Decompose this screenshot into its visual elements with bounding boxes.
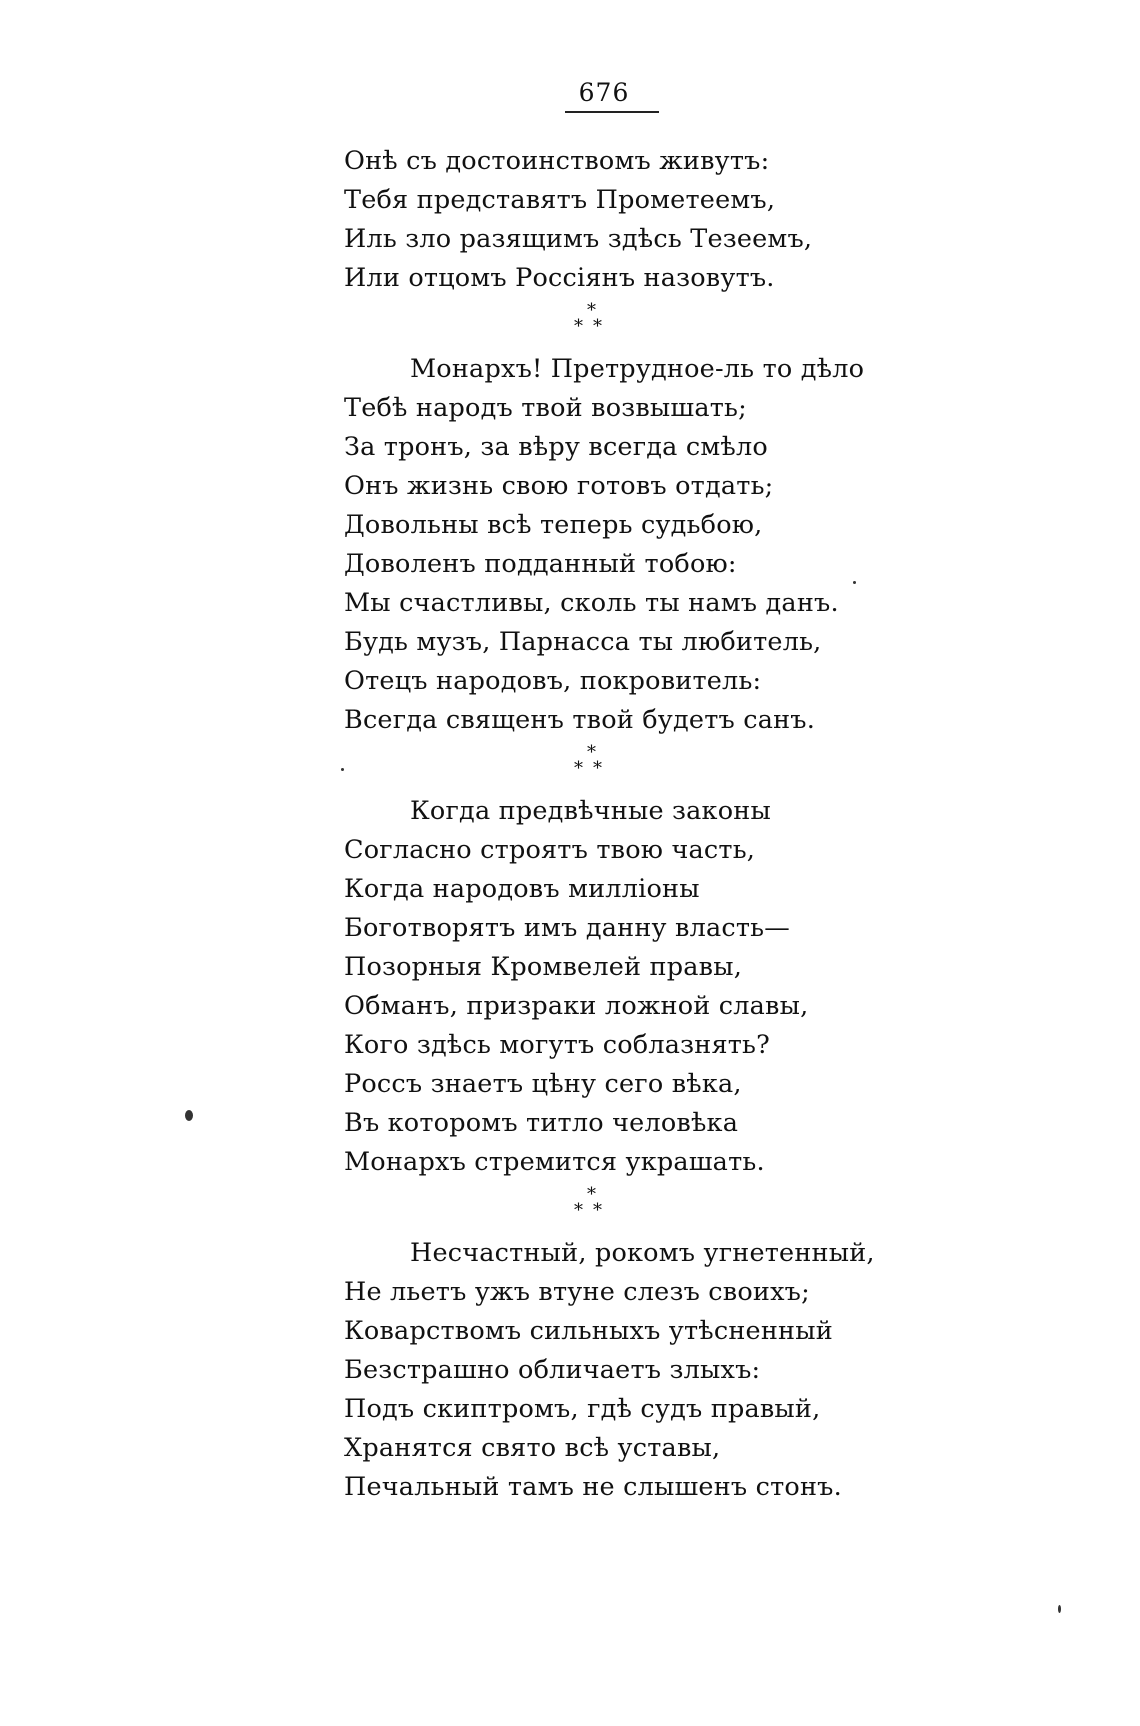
poem-line: Обманъ, призраки ложной славы, [344,991,809,1021]
poem-line: Монархъ! Претрудное-ль то дѣло [410,354,865,384]
asterism-separator [344,740,904,792]
poem-line: Иль зло разящимъ здѣсь Тезеемъ, [344,224,813,254]
poem-line: Въ которомъ титло человѣка [344,1108,739,1138]
stanza-3 [344,792,904,1182]
page-number: 676 [578,78,630,107]
asterisk-icon: ** [574,758,612,779]
poem-line: Когда народовъ милліоны [344,874,700,904]
poem-line: Довольны всѣ теперь судьбою, [344,510,763,540]
asterisk-icon: * [587,1184,596,1205]
asterisk-icon: ** [574,1200,612,1221]
poem-line: Когда предвѣчные законы [410,796,771,826]
poem-line: Россъ знаетъ цѣну сего вѣка, [344,1069,742,1099]
poem-line: Боготворятъ имъ данну власть— [344,913,790,943]
poem-line: Тебя представятъ Прометеемъ, [344,185,776,215]
poem-line: Всегда священъ твой будетъ санъ. [344,705,816,735]
poem-line: Подъ скиптромъ, гдѣ судъ правый, [344,1394,821,1424]
poem-line: Доволенъ подданный тобою: [344,549,737,579]
poem-line: Согласно строятъ твою часть, [344,835,756,865]
poem-line: Кого здѣсь могутъ соблазнять? [344,1030,770,1060]
poem-line: Коварствомъ сильныхъ утѣсненный [344,1316,833,1346]
poem-line: Не льетъ ужъ втуне слезъ своихъ; [344,1277,810,1307]
poem-line: За тронъ, за вѣру всегда смѣло [344,432,768,462]
stanza-2 [344,350,904,740]
poem-line: Хранятся свято всѣ уставы, [344,1433,721,1463]
poem-line: Мы счастливы, сколь ты намъ данъ. [344,588,839,618]
asterism-separator [344,1182,904,1234]
poem-line: Онъ жизнь свою готовъ отдать; [344,471,774,501]
scan-speck [341,768,344,771]
poem-line: Будь музъ, Парнасса ты любитель, [344,627,822,657]
asterisk-icon: * [587,742,596,763]
poem-line: Монархъ стремится украшать. [344,1147,765,1177]
poem-line: Печальный тамъ не слышенъ стонъ. [344,1472,842,1502]
poem-line: Или отцомъ Россіянъ назовутъ. [344,263,775,293]
asterisk-icon: * [587,300,596,321]
poem-line: Безстрашно обличаетъ злыхъ: [344,1355,761,1385]
poem-line: Позорныя Кромвелей правы, [344,952,743,982]
poem-line: Несчастный, рокомъ угнетенный, [410,1238,875,1268]
page-number-rule [565,111,659,113]
poem-line: Отецъ народовъ, покровитель: [344,666,762,696]
stanza-4 [344,1234,904,1507]
poem-line: Тебѣ народъ твой возвышать; [344,393,747,423]
poem-body [344,142,904,1507]
asterisk-icon: ** [574,316,612,337]
stanza-1 [344,142,904,298]
asterism-separator [344,298,904,350]
poem-line: Онѣ съ достоинствомъ живутъ: [344,146,770,176]
scan-speck [1058,1605,1061,1613]
scan-speck [853,581,856,584]
scan-speck [185,1110,193,1121]
